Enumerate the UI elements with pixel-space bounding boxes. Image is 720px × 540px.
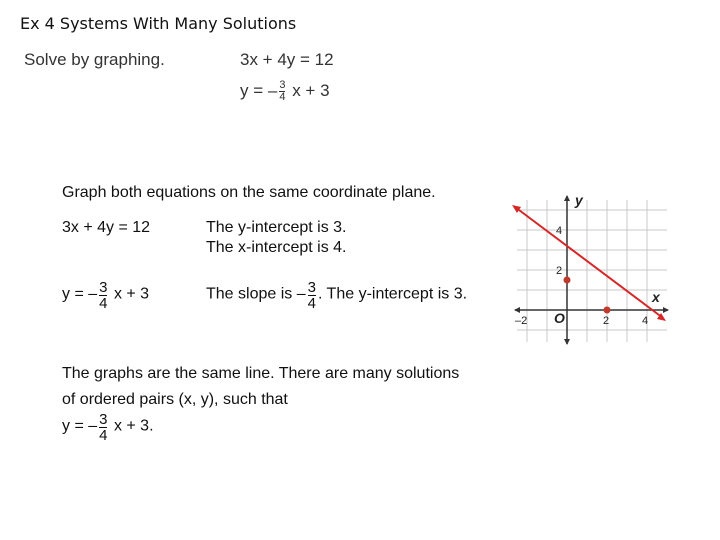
eq2-fraction [279, 80, 285, 103]
conclusion-line-2: of ordered pairs (x, y), such that [62, 391, 288, 408]
y-tick-4: 4 [556, 225, 563, 237]
y-tick-2: 2 [556, 265, 563, 277]
system-equation-2 [240, 80, 330, 103]
row1-y-intercept: The y-intercept is 3. [206, 219, 347, 236]
conclusion-line-1: The graphs are the same line. There are many solutions [62, 365, 460, 382]
row2-equation [62, 279, 149, 310]
instruction-text: Graph both equations on the same coordinate plane. [62, 184, 436, 201]
eq2-numerator: 3 [279, 79, 286, 91]
row2-numerator: 3 [99, 279, 108, 296]
conclusion-lhs: y = – [62, 417, 98, 435]
slide-title: Ex 4 Systems With Many Solutions [20, 14, 297, 33]
conclusion-rhs: x + 3. [113, 417, 154, 435]
x-tick-2: 2 [603, 315, 610, 327]
eq2-lhs: y = – [240, 80, 278, 100]
slope-fraction [308, 280, 316, 311]
system-equation-1: 3x + 4y = 12 [240, 50, 334, 69]
prompt-text: Solve by graphing. [24, 50, 165, 69]
slope-denominator: 4 [307, 295, 316, 312]
conclusion-denominator: 4 [99, 427, 108, 444]
row1-equation: 3x + 4y = 12 [62, 219, 151, 236]
conclusion-equation [62, 411, 154, 442]
origin-label: O [554, 310, 565, 326]
row1-x-intercept: The x-intercept is 4. [206, 239, 347, 256]
conclusion-fraction [99, 412, 107, 443]
slope-prefix: The slope is – [206, 285, 306, 303]
x-axis-label: x [652, 289, 660, 305]
row2-lhs: y = – [62, 285, 98, 303]
coordinate-graph [512, 192, 672, 348]
row2-denominator: 4 [99, 295, 108, 312]
x-intercept-point [604, 307, 611, 314]
row2-slope-text [206, 279, 467, 310]
eq2-rhs: x + 3 [292, 80, 330, 100]
slope-numerator: 3 [307, 279, 316, 296]
x-tick-neg2: –2 [515, 315, 528, 327]
eq2-denominator: 4 [279, 91, 286, 103]
y-axis-label: y [575, 192, 583, 208]
slope-suffix: . The y-intercept is 3. [317, 285, 468, 303]
row2-rhs: x + 3 [113, 285, 150, 303]
y-intercept-point [564, 277, 571, 284]
x-tick-4: 4 [642, 315, 649, 327]
row2-fraction [99, 280, 107, 311]
conclusion-numerator: 3 [99, 411, 108, 428]
